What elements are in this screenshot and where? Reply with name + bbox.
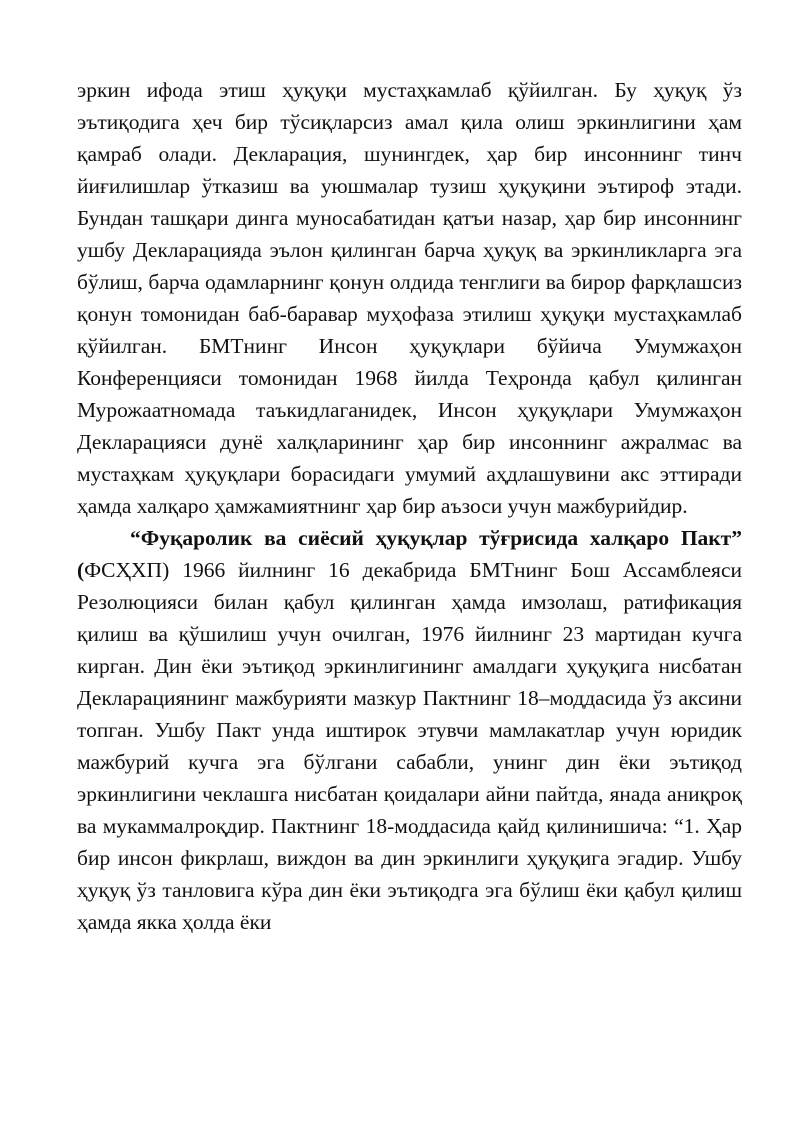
document-page (77, 74, 742, 938)
pact-paragraph-text: ФСҲХП) 1966 йилнинг 16 декабрида БМТнинг Бош Ассамблеяси Резолюцияси билан қабул қилинган ҳамда имзолаш, ратификация қилиш ва қўшилиш учун очилган, 1976 йилнинг 23 мартидан кучга кирган. Дин ёки эътиқод эркинлигининг амалдаги ҳуқуқига нисбатан Декларациянинг мажбурияти мазкур Пактнинг 18–моддасида ўз аксини топган. Ушбу Пакт унда иштирок этувчи мамлакатлар учун юридик мажбурий кучга эга бўлгани сабабли, унинг дин ёки эътиқод эркинлигини чеклашга нисбатан қоидалари айни пайтда, янада аниқроқ ва мукаммалроқдир. Пактнинг 18-моддасида қайд қилинишича: “1. Ҳар бир инсон фикрлаш, виждон ва дин эркинлиги ҳуқуқига эгадир. Ушбу ҳуқуқ ўз танловига кўра дин ёки эътиқодга эга бўлиш ёки қабул қилиш ҳамда якка ҳолда ёки (77, 558, 742, 934)
pact-paragraph (77, 522, 742, 938)
pact-title: “Фуқаролик ва сиёсий ҳуқуқлар тўғрисида халқаро Пакт” ( (77, 526, 742, 582)
body-paragraph: эркин ифода этиш ҳуқуқи мустаҳкамлаб қўйилган. Бу ҳуқуқ ўз эътиқодига ҳеч бир тўсиқларсиз амал қила олиш эркинлигини ҳам қамраб олади. Декларация, шунингдек, ҳар бир инсоннинг тинч йиғилишлар ўтказиш ва уюшмалар тузиш ҳуқуқини эътироф этади. Бундан ташқари динга муносабатидан қатъи назар, ҳар бир инсоннинг ушбу Декларацияда эълон қилинган барча ҳуқуқ ва эркинликларга эга бўлиш, барча одамларнинг қонун олдида тенглиги ва бирор фарқлашсиз қонун томонидан баб-баравар муҳофаза этилиш ҳуқуқи мустаҳкамлаб қўйилган. БМТнинг Инсон ҳуқуқлари бўйича Умумжаҳон Конференцияси томонидан 1968 йилда Теҳронда қабул қилинган Мурожаатномада таъкидлаганидек, Инсон ҳуқуқлари Умумжаҳон Декларацияси дунё халқларининг ҳар бир инсоннинг ажралмас ва мустаҳкам ҳуқуқлари борасидаги умумий аҳдлашувини акс эттиради ҳамда халқаро ҳамжамиятнинг ҳар бир аъзоси учун мажбурийдир. (77, 78, 742, 518)
